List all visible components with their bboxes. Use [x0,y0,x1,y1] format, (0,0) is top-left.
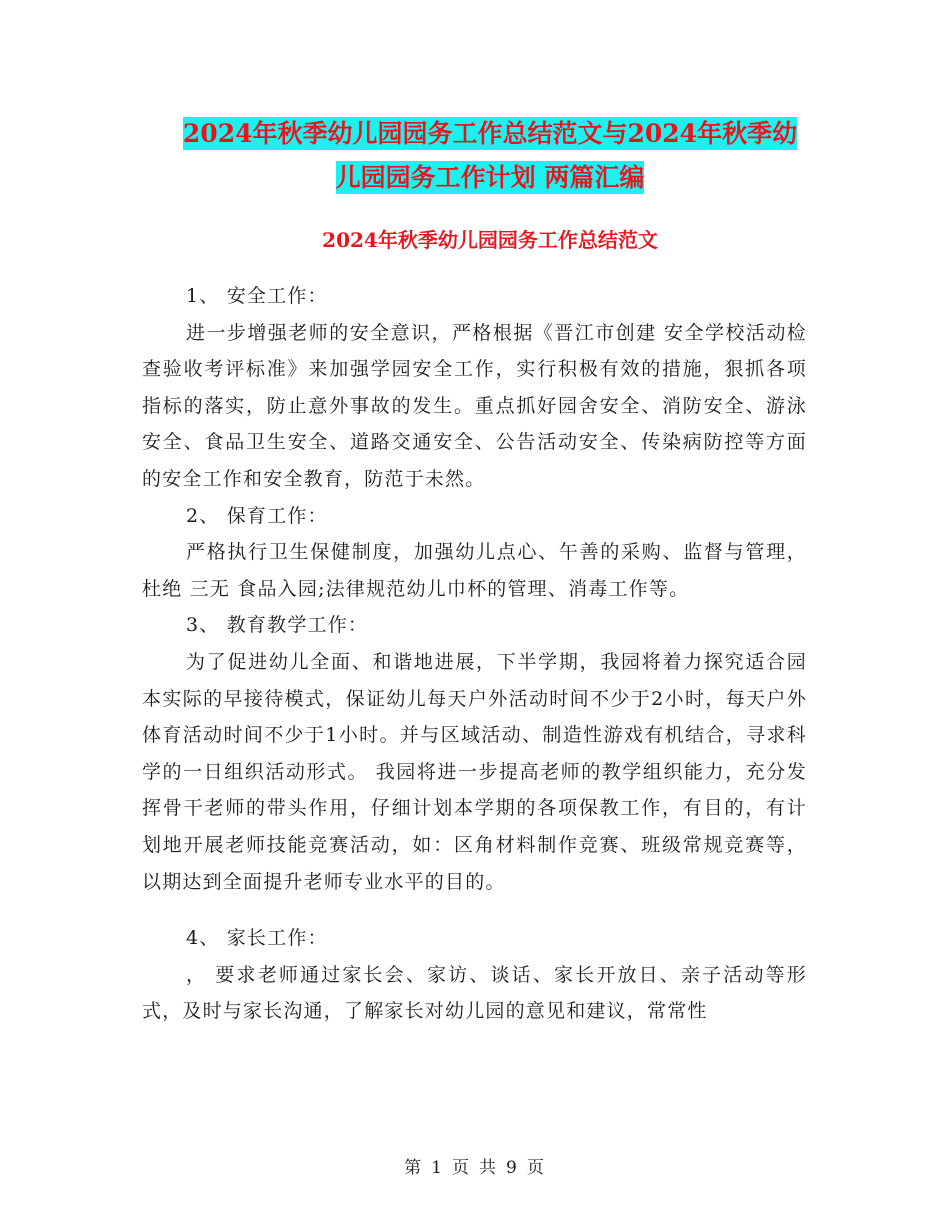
section-body-teaching: 为了促进幼儿全面、和谐地进展，下半学期，我园将着力探究适合园本实际的早接待模式，保证幼儿每天户外活动时间不少于2小时，每天户外体育活动时间不少于1小时。并与区域活动、制造性游戏有机结合，寻求科学的一日组织活动形式。 我园将进一步提高老师的教学组织能力，充分发挥骨干老师的带头作用，仔细计划本学期的各项保教工作，有目的，有计划地开展老师技能竞赛活动，如：区角材料制作竞赛、班级常规竞赛等，以期达到全面提升老师专业水平的目的。 [142,650,807,893]
section-heading-safety: 1、 安全工作： [186,285,328,307]
section-heading-teaching: 3、 教育教学工作： [186,614,369,637]
title-line-2: 儿园园务工作计划 两篇汇编 [335,163,645,192]
paragraph-gap [142,900,807,920]
document-body [142,278,807,1030]
page-footer [0,1153,950,1178]
section-heading-parents: 4、 家长工作： [186,927,328,950]
document-subtitle: 2024年秋季幼儿园园务工作总结范文 [322,228,658,252]
section-body-safety: 进一步增强老师的安全意识，严格根据《晋江市创建 安全学校活动检查验收考评标准》来加强学园安全工作，实行积极有效的措施，狠抓各项指标的落实，防止意外事故的发生。重点抓好园舍安全、消防安全、游泳安全、食品卫生安全、道路交通安全、公告活动安全、传染病防控等方面的安全工作和安全教育，防范于未然。 [142,321,807,490]
title-line-1: 2024年秋季幼儿园园务工作总结范文与2024年秋季幼 [182,119,798,148]
section-body-care: 严格执行卫生保健制度，加强幼儿点心、午善的采购、监督与管理，杜绝 三无 食品入园;法律规范幼儿巾杯的管理、消毒工作等。 [142,541,807,600]
document-title [140,112,840,200]
section-heading-care: 2、 保育工作： [186,504,328,527]
footer-label-total: 共 [479,1158,498,1178]
footer-current-page: 1 [431,1158,444,1178]
section-body-parents: ， 要求老师通过家长会、家访、谈话、家长开放日、亲子活动等形式，及时与家长沟通，了解家长对幼儿园的意见和建议，常常性 [142,963,807,1023]
footer-total-pages: 9 [506,1158,519,1178]
footer-label-ye: 页 [452,1158,471,1178]
footer-label-ye2: 页 [526,1158,546,1178]
footer-label-page: 第 [404,1158,424,1178]
